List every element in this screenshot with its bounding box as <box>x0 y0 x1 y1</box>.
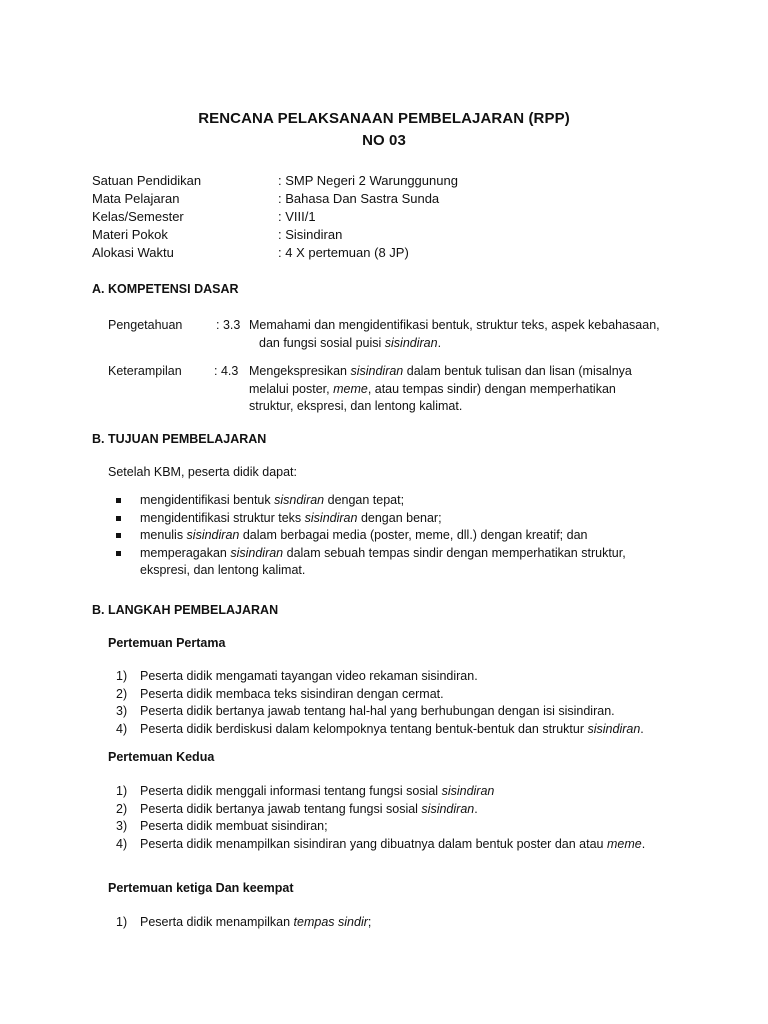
text-run: . <box>641 836 646 851</box>
list-item <box>116 492 626 510</box>
kd-text-line <box>249 335 660 353</box>
bullet-square-icon <box>116 516 121 521</box>
list-item <box>116 914 371 932</box>
item-number: 2) <box>116 686 128 701</box>
kd-text-line: Memahami dan mengidentifikasi bentuk, struktur teks, aspek kebahasaan, <box>249 318 660 332</box>
kd-number: : 4.3 <box>214 364 239 378</box>
identity-row <box>92 172 458 190</box>
text-run: dalam berbagai media (poster, meme, dll.) dengan kreatif; dan <box>239 528 588 542</box>
text-run: mengidentifikasi struktur teks <box>140 510 305 525</box>
item-text <box>140 914 371 932</box>
identity-value: : VIII/1 <box>278 209 316 224</box>
text-run: melalui poster, <box>249 381 334 396</box>
text-run: , atau tempas sindir) dengan memperhatikan <box>367 381 616 396</box>
kd-text <box>249 363 632 416</box>
text-run: ; <box>367 915 372 929</box>
text-run: Peserta didik menggali informasi tentang fungsi sosial <box>140 784 442 798</box>
item-number: 3) <box>116 704 128 718</box>
text-run: Peserta didik mengamati tayangan video rekaman sisindiran. <box>140 669 478 683</box>
meeting-steps <box>116 783 645 853</box>
item-text <box>140 686 444 704</box>
text-run: mengidentifikasi bentuk <box>140 493 275 507</box>
italic-term: sisndiran <box>274 493 325 507</box>
identity-label: Materi Pokok <box>92 227 168 242</box>
identity-value: : Bahasa Dan Sastra Sunda <box>278 191 440 206</box>
item-text <box>140 836 645 854</box>
bullet-square-icon <box>116 498 121 503</box>
item-text <box>140 818 328 836</box>
text-run: memperagakan <box>140 545 231 560</box>
kd-label: Keterampilan <box>108 364 182 378</box>
text-run: . <box>437 335 442 350</box>
text-run: dengan tepat; <box>324 493 405 507</box>
item-text <box>140 703 615 721</box>
list-item <box>116 801 645 819</box>
list-item <box>116 668 644 686</box>
text-run: Peserta didik berdiskusi dalam kelompoknya tentang bentuk-bentuk dan struktur <box>140 721 588 736</box>
list-item <box>116 783 645 801</box>
document-number: NO 03 <box>362 132 406 149</box>
identity-row <box>92 226 458 244</box>
kd-text-line: struktur, ekspresi, dan lentong kalimat. <box>249 399 463 413</box>
document-title: RENCANA PELAKSANAAN PEMBELAJARAN (RPP) <box>198 110 570 127</box>
italic-term: meme <box>333 381 368 396</box>
bullet-square-icon <box>116 533 121 538</box>
text-run: . <box>640 721 644 736</box>
kd-text-line <box>249 381 632 399</box>
text-run: Peserta didik membaca teks sisindiran dengan cermat. <box>140 686 444 701</box>
meeting-title: Pertemuan ketiga Dan keempat <box>108 881 294 895</box>
italic-term: tempas sindir <box>293 915 368 929</box>
identity-value: : 4 X pertemuan (8 JP) <box>278 245 409 260</box>
identity-value: : Sisindiran <box>278 227 343 242</box>
identity-label: Alokasi Waktu <box>92 245 174 260</box>
item-number: 1) <box>116 784 128 798</box>
item-text <box>140 668 478 686</box>
text-run: Peserta didik menampilkan <box>140 915 294 929</box>
list-item <box>116 545 626 580</box>
identity-row <box>92 208 458 226</box>
item-text <box>140 783 494 801</box>
text-run: ekspresi, dan lentong kalimat. <box>140 563 306 577</box>
identity-label: Mata Pelajaran <box>92 191 180 206</box>
identity-row <box>92 244 458 262</box>
bullet-square-icon <box>116 551 121 556</box>
identity-value: : SMP Negeri 2 Warunggunung <box>278 173 458 188</box>
kd-number: : 3.3 <box>216 318 241 332</box>
italic-term: sisindiran <box>230 545 284 560</box>
text-run: Peserta didik bertanya jawab tentang fungsi sosial <box>140 801 422 816</box>
item-number: 2) <box>116 801 128 816</box>
kd-text <box>249 317 660 352</box>
text-run: dalam bentuk tulisan dan lisan (misalnya <box>403 364 632 378</box>
text-run: Peserta didik bertanya jawab tentang hal-hal yang berhubungan dengan isi sisindiran. <box>140 704 615 718</box>
section-heading-langkah: B. LANGKAH PEMBELAJARAN <box>92 603 279 617</box>
item-number: 4) <box>116 721 128 736</box>
list-item <box>116 836 645 854</box>
section-heading-tujuan: B. TUJUAN PEMBELAJARAN <box>92 432 267 446</box>
item-number: 1) <box>116 669 128 683</box>
list-item <box>116 686 644 704</box>
italic-term: meme <box>606 836 642 851</box>
list-item <box>116 818 645 836</box>
italic-term: sisindiran <box>350 364 404 378</box>
kd-text-line <box>249 363 632 381</box>
identity-row <box>92 190 458 208</box>
italic-term: sisindiran <box>587 721 641 736</box>
text-run: Mengekspresikan <box>249 364 351 378</box>
item-text <box>140 801 478 819</box>
tujuan-list <box>116 492 626 580</box>
identity-table <box>92 172 458 262</box>
item-number: 4) <box>116 836 128 851</box>
item-number: 1) <box>116 915 128 929</box>
meeting-steps <box>116 668 644 738</box>
italic-term: sisindiran <box>304 510 358 525</box>
text-run: . <box>474 801 478 816</box>
tujuan-intro: Setelah KBM, peserta didik dapat: <box>108 465 298 479</box>
kd-label: Pengetahuan <box>108 318 183 332</box>
list-item <box>116 527 626 545</box>
meeting-steps <box>116 914 371 932</box>
italic-term: sisindiran <box>441 784 495 798</box>
text-run: Peserta didik membuat sisindiran; <box>140 819 328 833</box>
text-run: menulis <box>140 528 187 542</box>
text-run: dan fungsi sosial puisi <box>259 335 385 350</box>
item-text <box>140 721 644 739</box>
italic-term: sisindiran <box>186 528 240 542</box>
italic-term: sisindiran <box>384 335 438 350</box>
list-item <box>116 703 644 721</box>
item-number: 3) <box>116 819 128 833</box>
list-item <box>116 510 626 528</box>
identity-label: Kelas/Semester <box>92 209 184 224</box>
italic-term: sisindiran <box>421 801 475 816</box>
meeting-title: Pertemuan Kedua <box>108 750 215 764</box>
meeting-title: Pertemuan Pertama <box>108 636 226 650</box>
section-heading-kompetensi: A. KOMPETENSI DASAR <box>92 282 239 296</box>
text-run: Peserta didik menampilkan sisindiran yang dibuatnya dalam bentuk poster dan atau <box>140 836 607 851</box>
identity-label: Satuan Pendidikan <box>92 173 202 188</box>
text-run: dengan benar; <box>357 510 442 525</box>
text-run: dalam sebuah tempas sindir dengan memperhatikan struktur, <box>283 545 626 560</box>
list-item <box>116 721 644 739</box>
